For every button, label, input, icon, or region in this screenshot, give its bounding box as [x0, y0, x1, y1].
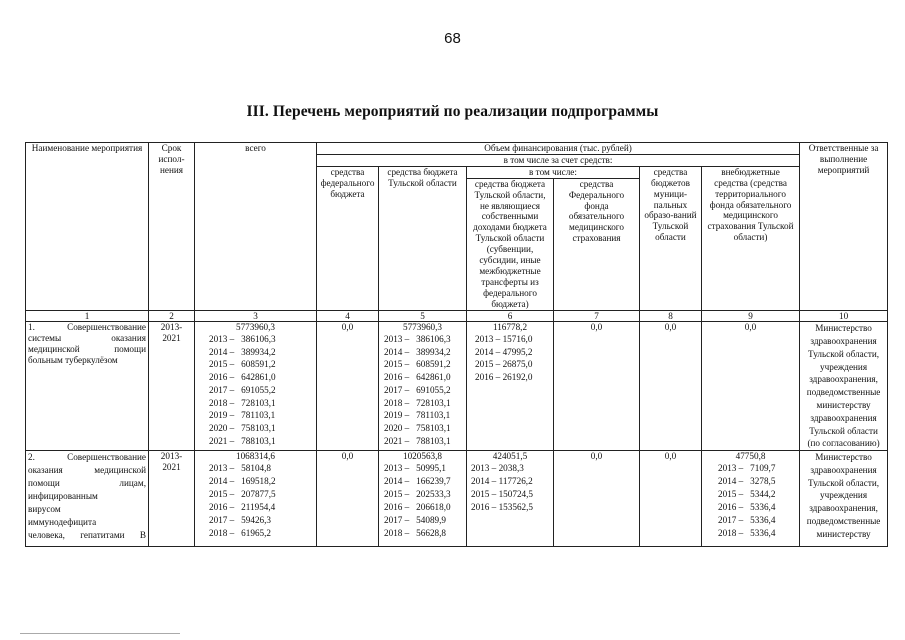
period: 2013-2021 — [149, 322, 195, 451]
activity-name-line: 2. Совершенствование — [28, 452, 146, 463]
year-value: 2018 – 728103,1 — [384, 397, 451, 408]
header-period: Срок испол-нения — [149, 143, 195, 311]
year-value: 2017 – 59426,3 — [209, 514, 272, 525]
year-value: 2013 – 386106,3 — [209, 334, 276, 345]
activity-name-line: медицинской помощи — [28, 343, 146, 354]
year-value: 2018 – 5336,4 — [718, 527, 776, 538]
offbudget-value: 47750,8 — [735, 451, 766, 462]
header-funding-sources: в том числе за счет средств: — [317, 154, 800, 166]
header-including: в том числе: — [467, 166, 640, 178]
col-number: 1 — [26, 310, 149, 321]
col-number: 5 — [379, 310, 467, 321]
activity-name-line: 1. Совершенствование — [28, 322, 146, 333]
year-value: 2020 – 758103,1 — [209, 422, 276, 433]
year-value: 2015 – 207877,5 — [209, 488, 276, 499]
year-value: 2020 – 758103,1 — [384, 422, 451, 433]
year-value: 2015 – 608591,2 — [384, 359, 451, 370]
transfers-value: 116778,2 — [492, 322, 528, 333]
year-value: 2017 – 691055,2 — [209, 384, 276, 395]
year-value: 2013 – 15716,0 — [475, 334, 533, 345]
period: 2013-2021 — [149, 451, 195, 547]
total-value: 5773960,3 — [235, 322, 276, 333]
municipal-value: 0,0 — [640, 322, 702, 451]
regional-value: 5773960,3 — [402, 322, 443, 333]
activity-name-line: оказания медицинской — [28, 465, 146, 475]
activity-name — [26, 322, 149, 451]
activity-name-line: больным туберкулёзом — [28, 354, 118, 365]
header-federal-budget: средства федерального бюджета — [317, 166, 379, 310]
year-value: 2018 – 61965,2 — [209, 527, 272, 538]
col-number: 10 — [800, 310, 888, 321]
year-value: 2013 – 7109,7 — [718, 463, 776, 473]
year-value: 2015 – 150724,5 — [471, 488, 534, 499]
municipal-value: 0,0 — [640, 451, 702, 547]
offbudget-cell — [702, 451, 800, 547]
year-value: 2014 – 166239,7 — [384, 475, 451, 486]
year-value: 2019 – 781103,1 — [209, 410, 276, 421]
col-number: 2 — [149, 310, 195, 321]
year-value: 2021 – 788103,1 — [209, 435, 276, 446]
activity-name-line: инфицированным — [28, 490, 98, 501]
offbudget-value: 0,0 — [702, 322, 800, 451]
activity-name-line: системы оказания — [28, 333, 146, 344]
column-numbers-row — [26, 310, 888, 321]
activity-name-line: иммунодефицита — [28, 516, 97, 527]
header-transfers: средства бюджета Тульской области, не являющиеся собственными доходами бюджета Тульской области (субвенции, субсидии, иные межбюджетные трансферты из федерального бюджета) — [467, 178, 554, 310]
year-value: 2014 – 47995,2 — [475, 346, 533, 357]
header-responsible: Ответственные за выполнение мероприятий — [800, 143, 888, 311]
year-value: 2018 – 728103,1 — [209, 397, 276, 408]
col-number: 9 — [702, 310, 800, 321]
year-value: 2016 – 5336,4 — [718, 501, 776, 512]
total-cell — [195, 451, 317, 547]
total-cell — [195, 322, 317, 451]
header-activity-name: Наименование мероприятия — [26, 143, 149, 311]
transfers-value: 424051,5 — [492, 451, 528, 462]
table-row — [26, 322, 888, 451]
year-value: 2015 – 202533,3 — [384, 488, 451, 499]
year-value: 2016 – 211954,4 — [209, 501, 276, 512]
regional-cell — [379, 322, 467, 451]
col-number: 7 — [554, 310, 640, 321]
header-ffoms: средства Федерального фонда обязательного медицинского страхования — [554, 178, 640, 310]
activity-name-line: помощи лицам, — [28, 477, 146, 488]
year-value: 2014 – 389934,2 — [384, 346, 451, 357]
regional-cell — [379, 451, 467, 547]
table-row — [26, 451, 888, 547]
year-value: 2014 – 117726,2 — [471, 475, 533, 486]
activities-table — [25, 142, 888, 547]
year-value: 2013 – 386106,3 — [384, 334, 451, 345]
header-regional-budget: средства бюджета Тульской области — [379, 166, 467, 310]
year-value: 2013 – 58104,8 — [209, 463, 272, 473]
year-value: 2015 – 5344,2 — [718, 488, 776, 499]
header-offbudget: внебюджетные средства (средства территориального фонда обязательного медицинского страхования Тульской области) — [702, 166, 800, 310]
year-value: 2016 – 206618,0 — [384, 501, 451, 512]
col-number: 8 — [640, 310, 702, 321]
activity-name — [26, 451, 149, 547]
col-number: 3 — [195, 310, 317, 321]
year-value: 2014 – 3278,5 — [718, 475, 776, 486]
year-value: 2017 – 5336,4 — [718, 514, 776, 525]
federal-value: 0,0 — [317, 322, 379, 451]
year-value: 2015 – 608591,2 — [209, 359, 276, 370]
col-number: 6 — [467, 310, 554, 321]
year-value: 2014 – 389934,2 — [209, 346, 276, 357]
year-value: 2021 – 788103,1 — [384, 435, 451, 446]
page-number: 68 — [444, 30, 461, 47]
year-value: 2014 – 169518,2 — [209, 475, 276, 486]
header-total: всего — [195, 143, 317, 311]
ffoms-value: 0,0 — [554, 451, 640, 547]
regional-value: 1020563,8 — [402, 451, 443, 462]
year-value: 2016 – 642861,0 — [384, 372, 451, 383]
ffoms-value: 0,0 — [554, 322, 640, 451]
header-funding-volume: Объем финансирования (тыс. рублей) — [317, 143, 800, 155]
transfers-cell — [467, 322, 554, 451]
responsible: Министерство здравоохранения Тульской области, учреждения здравоохранения, подведомственные министерству здравоохранения Тульской области (по согласованию) — [800, 322, 888, 451]
footer-rule — [20, 633, 180, 634]
header-municipal-budget: средства бюджетов муници-пальных образо-ваний Тульской области — [640, 166, 702, 310]
year-value: 2016 – 153562,5 — [471, 501, 534, 512]
year-value: 2019 – 781103,1 — [384, 410, 451, 421]
col-number: 4 — [317, 310, 379, 321]
transfers-cell — [467, 451, 554, 547]
year-value: 2015 – 26875,0 — [475, 359, 533, 370]
federal-value: 0,0 — [317, 451, 379, 547]
activity-name-line: человека, гепатитами В — [28, 529, 146, 540]
year-value: 2017 – 54089,9 — [384, 514, 447, 525]
section-title: III. Перечень мероприятий по реализации подпрограммы — [246, 103, 659, 120]
year-value: 2016 – 26192,0 — [475, 372, 533, 383]
year-value: 2016 – 642861,0 — [209, 372, 276, 383]
year-value: 2017 – 691055,2 — [384, 384, 451, 395]
year-value: 2013 – 50995,1 — [384, 463, 447, 473]
responsible: Министерство здравоохранения Тульской области, учреждения здравоохранения, подведомственные министерству — [800, 451, 888, 547]
year-value: 2013 – 2038,3 — [471, 463, 524, 473]
total-value: 1068314,6 — [235, 451, 276, 462]
activity-name-line: вирусом — [28, 503, 61, 514]
year-value: 2018 – 56628,8 — [384, 527, 447, 538]
